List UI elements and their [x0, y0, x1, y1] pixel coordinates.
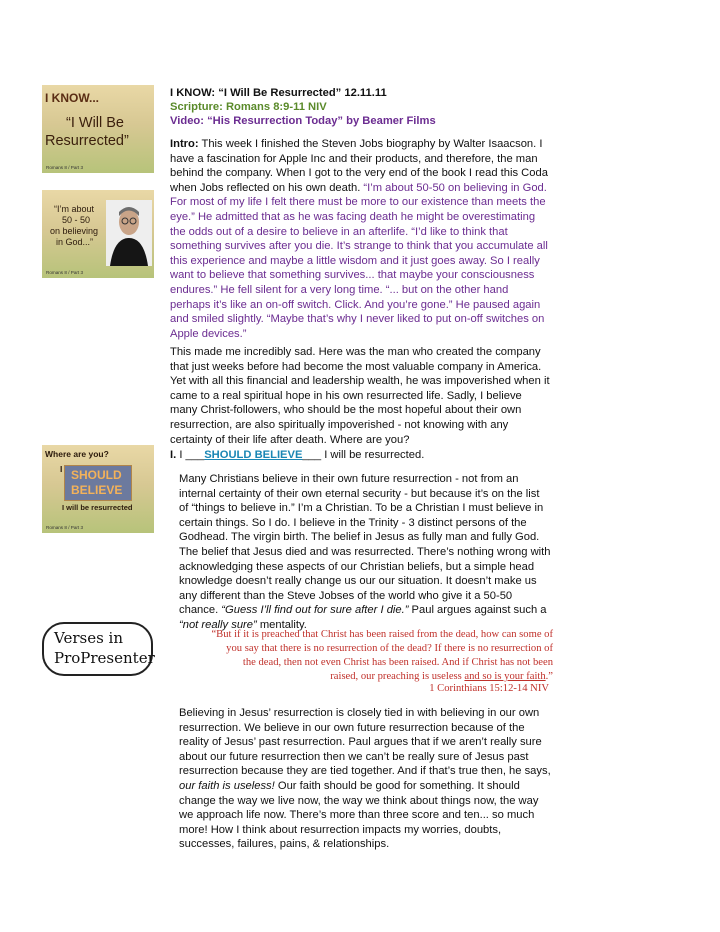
slide-footer: Romans 8 / Part 3	[46, 270, 84, 275]
resurrection-text-a: Believing in Jesus’ resurrection is closely tied in with believing in our own resurrection. We believe in our own future resurrection because of the reality of Jesus’ past resurrection. Paul argues that if we aren’t really sure about our future resurrection then we can’t be really sure of Jesus past resurrection because they are tied together. And if that’s true then, he says,	[179, 707, 551, 778]
scripture-quote-line3: the dead, then not even Christ has been raised. And if Christ has not been	[242, 657, 553, 668]
scripture-reference: Scripture: Romans 8:9-11 NIV	[170, 101, 327, 113]
belief-text-c: mentality.	[256, 618, 307, 631]
jobs-quote: “I’m about 50-50 on believing in God. For most of my life I felt there must be more to our existence than meets the eye.” He admitted that as he was facing death he might be overestimating the odds out of a desire to believe in an afterlife. “I’d like to think that something survives after you die. It’s strange to think that you accumulate all this experience and maybe a little wisdom and it just goes away. So I really want to believe that something survives... that maybe your consciousness endures.” He fell silent for a very long time. “... but on the other hand perhaps it’s like an on-off switch. Click. And you’re gone.” He paused again and smiled slightly. “Maybe that’s why I never liked to put on-off switches on Apple devices.”	[170, 181, 548, 340]
slide-quote-line4: in God...”	[56, 237, 94, 247]
scripture-citation: 1 Corinthians 15:12-14 NIV	[429, 683, 549, 694]
slide-thumbnail-should-believe	[42, 445, 154, 533]
scripture-quote-line4	[160, 670, 553, 684]
slide-where-heading: Where are you?	[45, 449, 109, 459]
slide-quote-line2: 50 - 50	[62, 215, 91, 225]
belief-italic-a: “Guess I’ll find out for sure after I die.”	[221, 604, 409, 617]
point-numeral: I.	[170, 449, 177, 461]
slide-thumbnail-title	[42, 85, 154, 173]
slide-resurrected-line: I will be resurrected	[62, 503, 133, 512]
slide-footer: Romans 8 / Part 3	[46, 165, 84, 170]
slide-should-believe-box	[64, 465, 132, 501]
fill-in-blank: SHOULD BELIEVE	[204, 449, 303, 461]
point-one-heading	[170, 448, 550, 463]
resurrection-paragraph	[179, 706, 551, 852]
slide-footer: Romans 8 / Part 3	[46, 525, 84, 530]
sermon-title: I KNOW: “I Will Be Resurrected” 12.11.11	[170, 87, 387, 99]
resurrection-italic: our faith is useless!	[179, 779, 275, 792]
resurrection-text-b: Our faith should be good for something. It should change the way we live now, the way we think about things now, the way we approach life now. There’s more than three score and ten... so much more! How I think about resurrection impacts my worries, doubts, successes, failures, pains, & relationships.	[179, 779, 539, 851]
slide-believe: BELIEVE	[71, 483, 123, 497]
slide-should: SHOULD	[71, 468, 122, 482]
scripture-quote-line2: you say that there is no resurrection of the dead? If there is no resurrection of	[226, 643, 553, 654]
slide-title-line1: I KNOW...	[45, 91, 99, 105]
intro-text: This week I finished the Steven Jobs biography by Walter Isaacson. I have a fascination for Apple Inc and their products, and therefore, the man behind the company. When I got to the very end of the book I read this Coda when Jobs reflected on his own death.	[170, 138, 548, 194]
belief-text-b: Paul argues against such a	[408, 604, 547, 617]
slide-thumbnail-jobs	[42, 190, 154, 278]
belief-italic-b: “not really sure”	[179, 618, 257, 631]
reflection-paragraph: This made me incredibly sad. Here was the man who created the company that just weeks before had become the most valuable company in America. Yet with all this financial and leadership wealth, he was impoverished when it came to a real spiritual hope in his own resurrected life. Sadly, I believe many Christ-followers, who should be the most hopeful about their own resurrection, are also spiritually impoverished - not knowing with any certainty of their life after death. Where are you?	[170, 346, 550, 446]
quote-line4-a: raised, our preaching is useless	[330, 671, 465, 682]
quote-line4-b: .”	[545, 671, 553, 682]
intro-paragraph	[170, 137, 550, 341]
slide-quote-line3: on believing	[50, 226, 99, 236]
intro-label: Intro:	[170, 138, 199, 150]
verses-in-propresenter-badge	[42, 622, 153, 676]
verses-badge-line2: ProPresenter	[54, 649, 155, 667]
slide-title-line2: “I Will Be	[66, 115, 124, 131]
slide-quote-line1: “I’m about	[54, 204, 95, 214]
point-post: ___ I will be resurrected.	[302, 449, 425, 461]
slide-title-line3: Resurrected”	[45, 133, 129, 149]
belief-text-a: Many Christians believe in their own future resurrection - not from an internal certainty of their own eternal security - but because it’s on the list of “things to believe in.” I’m a Christian. To be a Christian I must believe in certain things. So I do. I believe in the Trinity - 3 distinct persons of the Godhead. The virgin birth. The belief in Jesus as fully man and fully God. The belief that Jesus died and was resurrected. There’s nothing wrong with acknowledging these aspects of our Christian beliefs, but a simple head knowledge doesn’t really change us our our situation. It doesn’t make us any different than the Steve Jobses of the world who give it a 50-50 chance.	[179, 473, 551, 617]
verses-badge-line1: Verses in	[54, 629, 124, 647]
quote-line4-underlined: and so is your faith	[464, 671, 546, 682]
belief-paragraph	[179, 472, 551, 633]
point-pre: I ___	[176, 449, 205, 461]
steve-jobs-portrait-icon	[106, 200, 152, 266]
scripture-quote-line1: “But if it is preached that Christ has been raised from the dead, how can some of	[211, 629, 553, 640]
slide-i-label: I	[60, 464, 63, 474]
video-title: Video: “His Resurrection Today” by Beamer Films	[170, 115, 436, 127]
